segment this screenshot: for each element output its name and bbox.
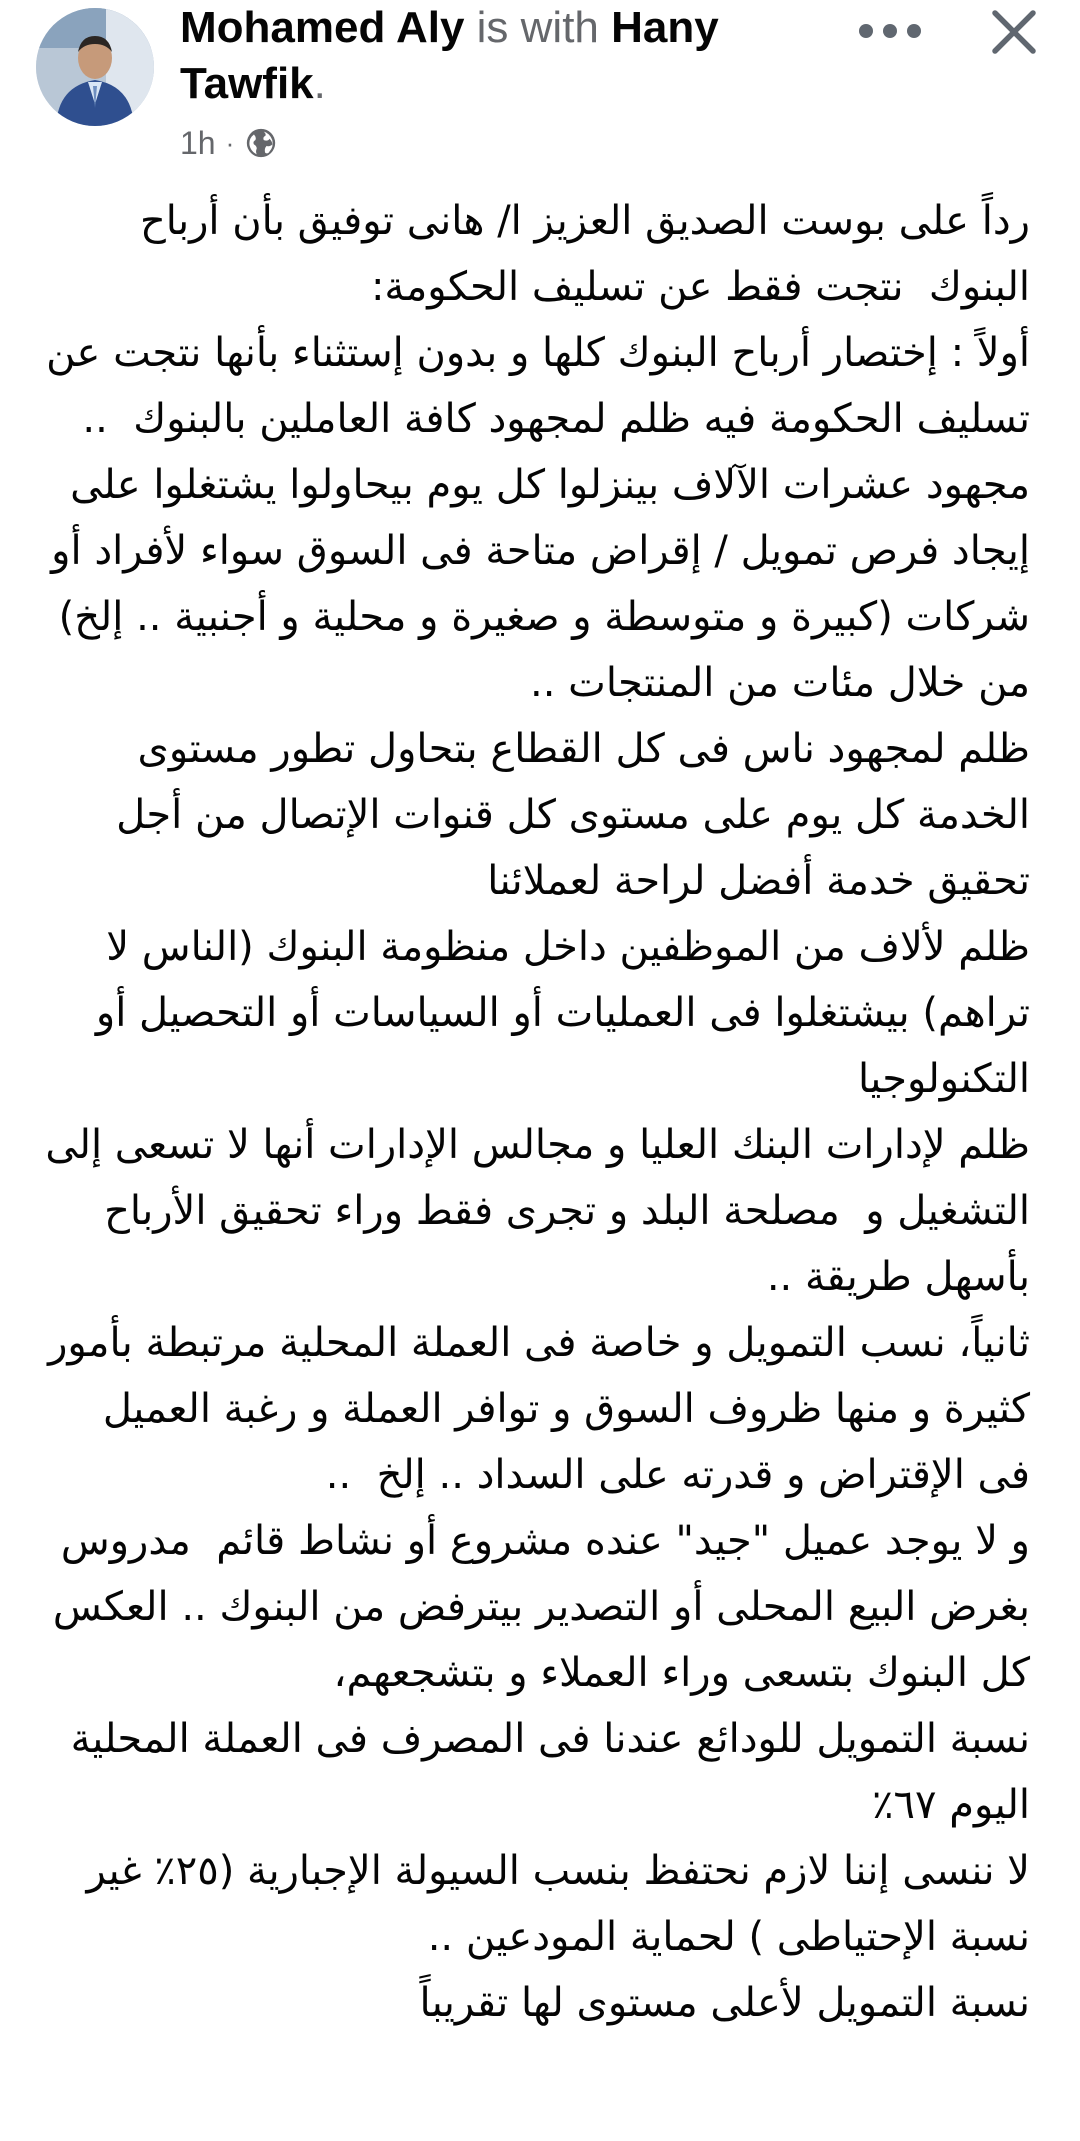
post-paragraph: ثانياً، نسب التمويل و خاصة فى العملة المحلية مرتبطة بأمور كثيرة و منها ظروف السوق و توافر العملة و رغبة العميل فى الإقتراض و قدرته على السداد .. إلخ .. <box>35 1320 1030 1498</box>
post-paragraph: نسبة التمويل للودائع عندنا فى المصرف فى العملة المحلية اليوم ٦٧٪ <box>57 1716 1030 1828</box>
post-meta <box>180 118 278 168</box>
meta-separator: · <box>225 127 235 158</box>
close-button[interactable] <box>982 0 1046 64</box>
tagged-person[interactable]: Hany Tawfik <box>180 3 719 108</box>
with-text: is with <box>476 3 599 52</box>
post-paragraph: ظلم لألاف من الموظفين داخل منظومة البنوك (الناس لا تراهم) بيشتغلوا فى العمليات أو السياسات أو التحصيل أو التكنولوجيا <box>83 924 1030 1102</box>
post-text <box>32 188 1030 2036</box>
post-paragraph: أولاً : إختصار أرباح البنوك كلها و بدون إستثناء بأنها نتجت عن تسليف الحكومة فيه ظلم لمجهود كافة العاملين بالبنوك .. مجهود عشرات الآلاف بينزلوا كل يوم بيحاولوا يشتغلوا على إيجاد فرص تمويل / إقراض متاحة فى السوق سواء لأفراد أو شركات (كبيرة و متوسطة و صغيرة و محلية و أجنبية .. إلخ) من خلال مئات من المنتجات .. <box>33 330 1030 706</box>
author-line <box>180 0 830 112</box>
post-time[interactable]: 1h <box>180 124 216 161</box>
more-horizontal-icon <box>858 23 922 39</box>
post-paragraph: و لا يوجد عميل "جيد" عنده مشروع أو نشاط قائم مدروس بغرض البيع المحلى أو التصدير بيترفض من البنوك .. العكس كل البنوك بتسعى وراء العملاء و بتشجعهم، <box>40 1518 1030 1696</box>
close-icon <box>989 7 1039 57</box>
more-options-button[interactable] <box>850 6 930 56</box>
globe-icon[interactable] <box>244 126 278 160</box>
author-name[interactable]: Mohamed Aly <box>180 3 465 52</box>
avatar-photo-icon <box>36 8 154 126</box>
post-header <box>0 0 1080 180</box>
bottom-fade <box>0 2101 1080 2141</box>
tagged-period: . <box>313 59 326 108</box>
post-paragraph: لا ننسى إننا لازم نحتفظ بنسب السيولة الإجبارية (٢٥٪ غير نسبة الإحتياطى ) لحماية المودعين .. <box>73 1848 1030 1960</box>
post-paragraph: رداً على بوست الصديق العزيز ا/ هانى توفيق بأن أرباح البنوك نتجت فقط عن تسليف الحكومة: <box>127 198 1030 310</box>
post-paragraph: ظلم لمجهود ناس فى كل القطاع بتحاول تطور مستوى الخدمة كل يوم على مستوى كل قنوات الإتصال من أجل تحقيق خدمة أفضل لراحة لعملائنا <box>103 726 1030 904</box>
author-avatar[interactable] <box>36 8 154 126</box>
post-paragraph: ظلم لإدارات البنك العليا و مجالس الإدارات أنها لا تسعى إلى التشغيل و مصلحة البلد و تجرى فقط وراء تحقيق الأرباح بأسهل طريقة .. <box>32 1122 1030 1300</box>
post-paragraph: نسبة التمويل لأعلى مستوى لها تقريباً <box>419 1980 1030 2026</box>
